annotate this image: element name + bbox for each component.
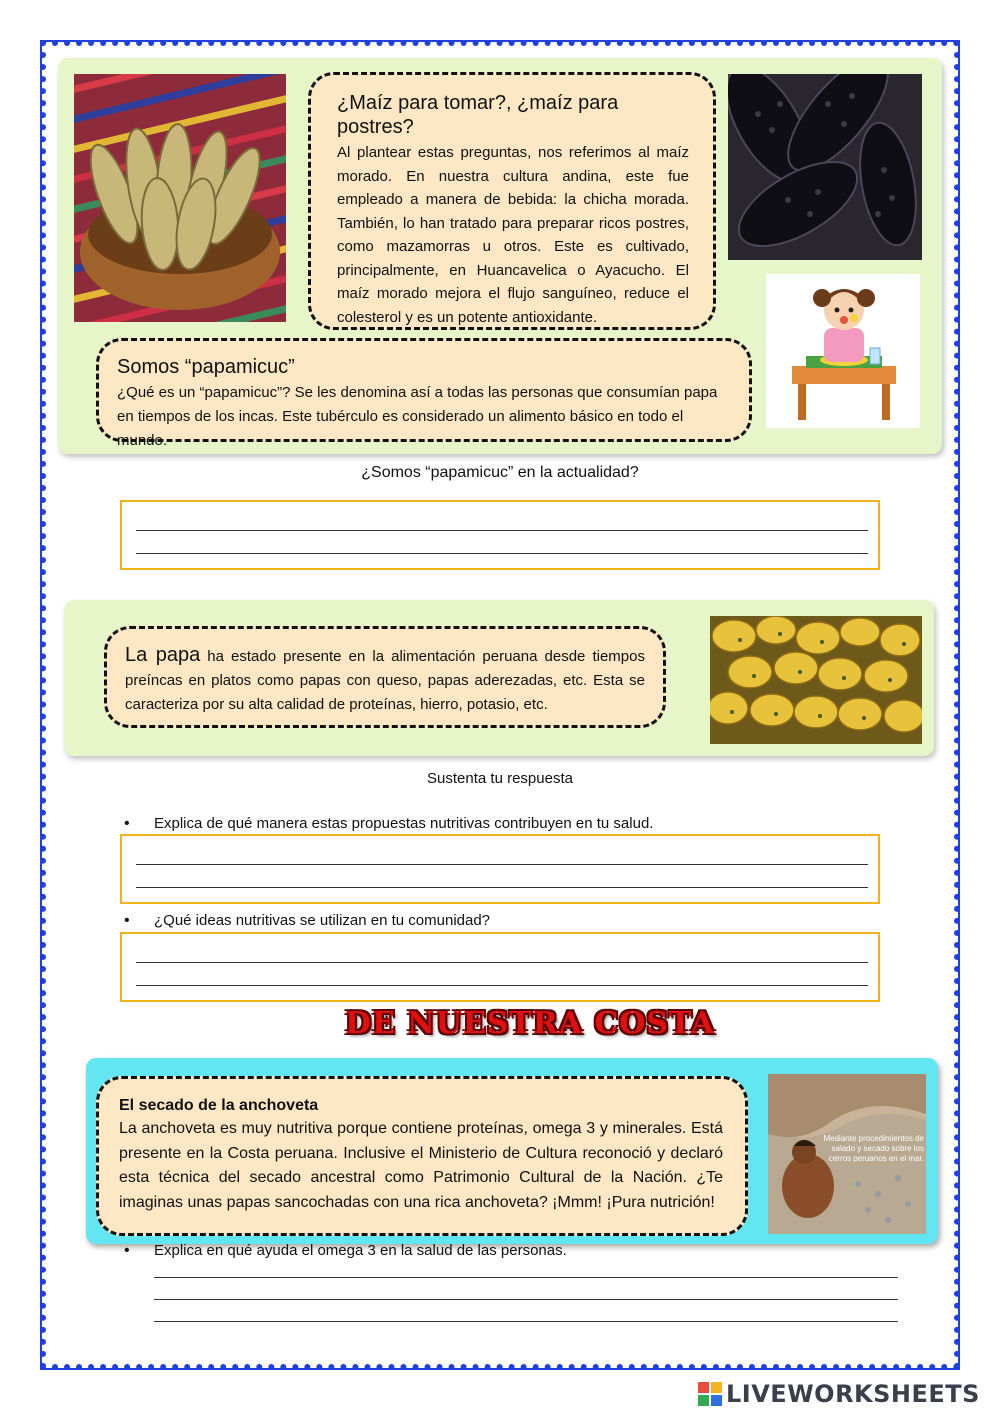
answer-area-omega[interactable] xyxy=(154,1262,898,1332)
papa-text-box xyxy=(104,626,666,728)
answer-line xyxy=(154,1299,898,1300)
answer-box-comunidad[interactable] xyxy=(120,932,880,1002)
anchoveta-text-box xyxy=(96,1076,748,1236)
answer-line xyxy=(136,962,868,963)
answer-line xyxy=(136,985,868,986)
bullet-item-comunidad xyxy=(124,912,824,932)
papa-lead: La papa xyxy=(125,644,201,666)
answer-line xyxy=(136,553,868,554)
papa-prompt: Sustenta tu respuesta xyxy=(427,770,573,787)
answer-line xyxy=(154,1277,898,1278)
potatoes-photo xyxy=(710,616,922,744)
papa-text xyxy=(125,643,645,717)
papamicuc-body: ¿Qué es un “papamicuc”? Se les denomina así a todas las personas que consumían papa en tiempos de los incas. Este tubérculo es considerado un alimento básico en todo el mundo. xyxy=(117,384,718,449)
answer-box-salud[interactable] xyxy=(120,834,880,904)
liveworksheets-logo xyxy=(698,1380,998,1410)
anchoveta-photo-caption: Mediante procedimientos de salado y secado sobre los cerros peruanos en el mar. xyxy=(823,1134,924,1163)
tamales-photo xyxy=(74,74,286,322)
bullet-item-omega xyxy=(124,1242,824,1262)
maiz-title: ¿Maíz para tomar?, ¿maíz para postres? xyxy=(337,92,619,138)
bullet-text: Explica de qué manera estas propuestas nutritivas contribuyen en tu salud. xyxy=(154,815,654,832)
anchoveta-title: El secado de la anchoveta xyxy=(119,1097,319,1114)
bullet-text: ¿Qué ideas nutritivas se utilizan en tu comunidad? xyxy=(154,912,491,929)
anchoveta-drying-photo xyxy=(768,1074,926,1234)
maiz-body: Al plantear estas preguntas, nos referimos al maíz morado. En nuestra cultura andina, este fue empleado a manera de bebida: la chicha morada. También, lo han tratado para preparar ricos postres, como mazamorras u otros. Este es cultivado, principalmente, en Huancavelica o Ayacucho. El maíz morado mejora el flujo sanguíneo, reduce el colesterol y es un potente antioxidante. xyxy=(337,144,689,326)
costa-heading: DE NUESTRA COSTA xyxy=(344,1006,716,1041)
answer-box-papamicuc[interactable] xyxy=(120,500,880,570)
papamicuc-question: ¿Somos “papamicuc” en la actualidad? xyxy=(361,464,639,481)
answer-line xyxy=(136,530,868,531)
liveworksheets-logo-icon xyxy=(698,1382,722,1406)
maiz-text-box xyxy=(308,72,716,330)
purple-corn-photo xyxy=(728,74,922,260)
papa-body: ha estado presente en la alimentación peruana desde tiempos preíncas en platos como papas con queso, papas aderezadas, etc. Esta se caracteriza por su alta calidad de proteínas, hierro, potasio, etc. xyxy=(125,648,645,713)
liveworksheets-logo-text: LIVEWORKSHEETS xyxy=(726,1380,980,1408)
answer-line xyxy=(154,1321,898,1322)
papamicuc-text-box xyxy=(96,338,752,449)
bullet-item-salud xyxy=(124,815,824,835)
bullet-icon: • xyxy=(124,1242,130,1259)
bullet-icon: • xyxy=(124,815,130,832)
anchoveta-body: La anchoveta es muy nutritiva porque contiene proteínas, omega 3 y minerales. Está presente en la Costa peruana. Inclusive el Ministerio de Cultura reconoció y declaró esta técnica del secado ancestral como Patrimonio Cultural de la Nación. ¿Te imaginas unas papas sancochadas con una rica anchoveta? ¡Mmm! ¡Pura nutrición! xyxy=(119,1120,723,1211)
bullet-icon: • xyxy=(124,912,130,929)
papamicuc-title: Somos “papamicuc” xyxy=(117,356,295,378)
bullet-text: Explica en qué ayuda el omega 3 en la salud de las personas. xyxy=(154,1242,567,1259)
girl-eating-illustration xyxy=(766,274,920,428)
answer-line xyxy=(136,864,868,865)
answer-line xyxy=(136,887,868,888)
